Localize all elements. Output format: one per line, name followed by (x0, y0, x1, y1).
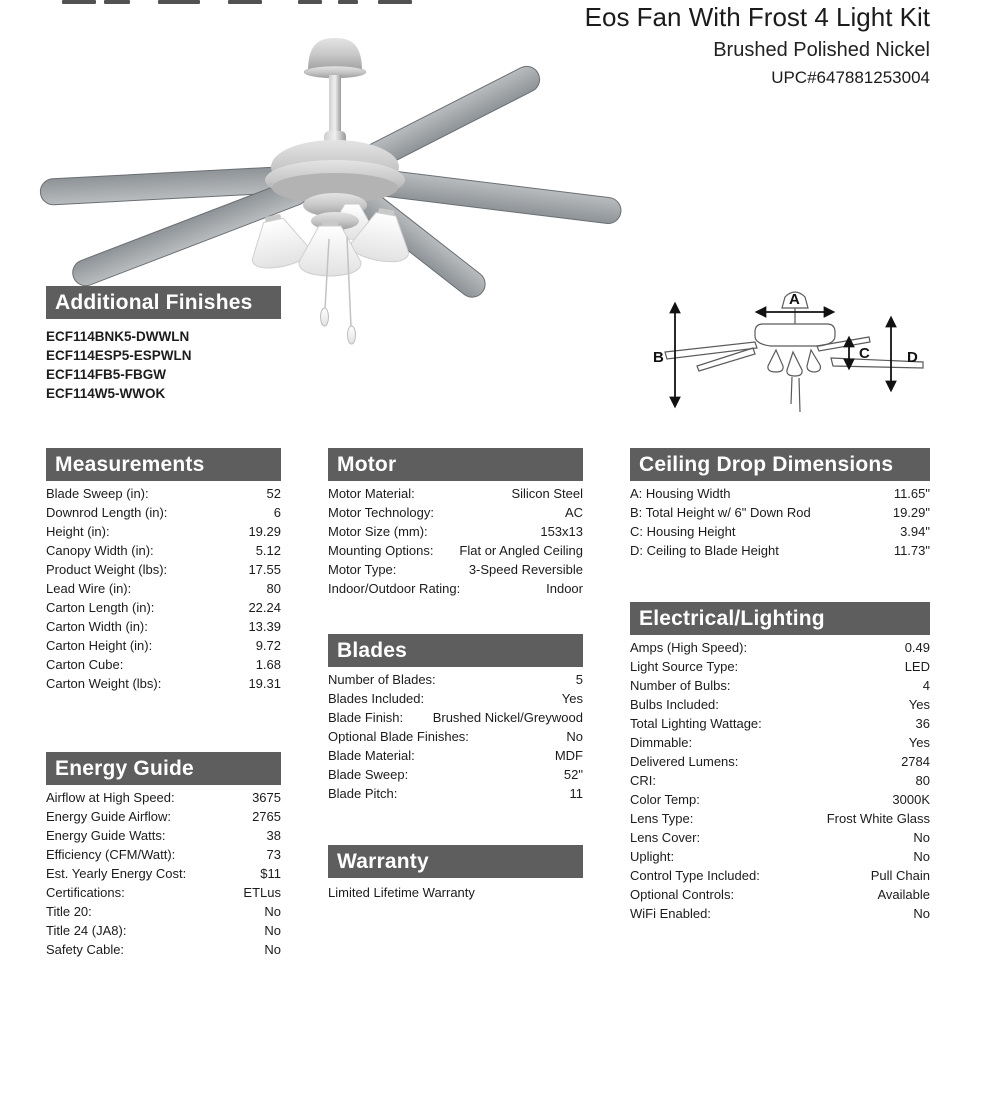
spec-label: Optional Controls: (630, 887, 735, 902)
spec-label: Color Temp: (630, 792, 700, 807)
spec-rows (46, 481, 281, 695)
spec-value: 3000K (892, 792, 930, 807)
spec-row (328, 505, 583, 524)
spec-label: Motor Technology: (328, 505, 434, 520)
spec-row (46, 866, 281, 885)
spec-value: 38 (266, 828, 281, 843)
spec-row (630, 697, 930, 716)
spec-row (630, 849, 930, 868)
spec-value: 17.55 (248, 562, 281, 577)
spec-value: 1.68 (255, 657, 281, 672)
spec-label: Dimmable: (630, 735, 693, 750)
spec-label: Lens Type: (630, 811, 694, 826)
spec-value: 2765 (252, 809, 281, 824)
spec-row (46, 581, 281, 600)
spec-value: 19.29 (248, 524, 281, 539)
section-heading: Ceiling Drop Dimensions (630, 448, 930, 481)
spec-label: Energy Guide Airflow: (46, 809, 172, 824)
finish-code: ECF114W5-WWOK (46, 386, 166, 401)
spec-label: Title 24 (JA8): (46, 923, 127, 938)
spec-label: Blade Sweep (in): (46, 486, 149, 501)
spec-label: Carton Length (in): (46, 600, 155, 615)
spec-row (46, 828, 281, 847)
spec-row (46, 638, 281, 657)
section-heading: Motor (328, 448, 583, 481)
product-upc: UPC#647881253004 (771, 68, 930, 87)
spec-label: Carton Cube: (46, 657, 124, 672)
diagram-label-a: A (789, 291, 800, 308)
spec-label: Carton Height (in): (46, 638, 153, 653)
spec-value: Yes (561, 691, 583, 706)
section-energy-guide (46, 752, 281, 961)
spec-value: Yes (908, 697, 930, 712)
pull-chain-finial (321, 308, 329, 326)
spec-row (328, 543, 583, 562)
warranty-note: Limited Lifetime Warranty (328, 885, 475, 900)
spec-value: No (913, 849, 930, 864)
spec-row (328, 691, 583, 710)
spec-row (328, 786, 583, 805)
spec-value: 3-Speed Reversible (468, 562, 583, 577)
spec-value: $11 (260, 866, 281, 881)
spec-label: Blades Included: (328, 691, 425, 706)
section-ceiling-drop-dimensions (630, 448, 930, 562)
spec-value: No (264, 923, 281, 938)
spec-label: Downrod Length (in): (46, 505, 168, 520)
spec-value: 22.24 (248, 600, 281, 615)
spec-value: 52 (266, 486, 281, 501)
spec-row (328, 710, 583, 729)
spec-row (630, 716, 930, 735)
section-motor (328, 448, 583, 600)
section-heading: Warranty (328, 845, 583, 878)
section-blades (328, 634, 583, 805)
spec-row (328, 524, 583, 543)
product-finish: Brushed Polished Nickel (713, 39, 930, 61)
spec-row (46, 923, 281, 942)
spec-value: 5.12 (255, 543, 281, 558)
spec-label: Airflow at High Speed: (46, 790, 175, 805)
pull-chain-finial (348, 326, 356, 344)
spec-row (630, 811, 930, 830)
spec-row (46, 847, 281, 866)
spec-row (630, 640, 930, 659)
section-electrical-lighting (630, 602, 930, 925)
spec-value: 11 (569, 786, 583, 801)
spec-label: Total Lighting Wattage: (630, 716, 762, 731)
spec-label: Height (in): (46, 524, 110, 539)
spec-rows (46, 785, 281, 961)
spec-label: CRI: (630, 773, 656, 788)
spec-value: Frost White Glass (826, 811, 930, 826)
finish-list (46, 319, 281, 403)
spec-row (630, 735, 930, 754)
spec-row (328, 672, 583, 691)
spec-value: No (566, 729, 583, 744)
spec-value: 52" (563, 767, 583, 782)
section-heading: Energy Guide (46, 752, 281, 785)
spec-row (46, 790, 281, 809)
spec-row (46, 657, 281, 676)
spec-label: Lead Wire (in): (46, 581, 132, 596)
section-measurements (46, 448, 281, 695)
spec-value: No (913, 906, 930, 921)
spec-value: 80 (266, 581, 281, 596)
spec-value: 2784 (901, 754, 930, 769)
spec-label: Est. Yearly Energy Cost: (46, 866, 187, 881)
spec-value: AC (564, 505, 583, 520)
spec-row (328, 562, 583, 581)
spec-value: Available (877, 887, 930, 902)
section-additional-finishes (46, 286, 281, 403)
spec-row (46, 904, 281, 923)
spec-label: Bulbs Included: (630, 697, 719, 712)
spec-row (630, 830, 930, 849)
spec-row (630, 524, 930, 543)
spec-row (46, 505, 281, 524)
spec-value: Indoor (546, 581, 583, 596)
section-heading: Measurements (46, 448, 281, 481)
spec-rows (630, 635, 930, 925)
spec-label: Title 20: (46, 904, 92, 919)
spec-row (46, 619, 281, 638)
finish-code: ECF114ESP5-ESPWLN (46, 348, 192, 363)
fan-downrod (329, 75, 341, 137)
spec-value: 0.49 (904, 640, 930, 655)
spec-value: 3.94" (900, 524, 930, 539)
spec-row (630, 868, 930, 887)
spec-row (46, 885, 281, 904)
cropped-top-text (0, 0, 600, 6)
spec-row (630, 754, 930, 773)
spec-value: No (264, 904, 281, 919)
spec-value: 80 (915, 773, 930, 788)
diagram-label-b: B (653, 349, 664, 366)
finish-code: ECF114FB5-FBGW (46, 367, 167, 382)
spec-label: Product Weight (lbs): (46, 562, 168, 577)
spec-label: Mounting Options: (328, 543, 434, 558)
spec-label: Indoor/Outdoor Rating: (328, 581, 461, 596)
spec-label: B: Total Height w/ 6" Down Rod (630, 505, 811, 520)
spec-row (46, 486, 281, 505)
spec-label: Control Type Included: (630, 868, 760, 883)
spec-value: Brushed Nickel/Greywood (432, 710, 583, 725)
spec-label: Blade Sweep: (328, 767, 409, 782)
spec-value: No (913, 830, 930, 845)
spec-label: Certifications: (46, 885, 125, 900)
spec-row (630, 678, 930, 697)
spec-label: A: Housing Width (630, 486, 731, 501)
spec-value: 11.65" (893, 486, 930, 501)
spec-value: 11.73" (893, 543, 930, 558)
spec-row (46, 676, 281, 695)
section-heading: Additional Finishes (46, 286, 281, 319)
spec-row (630, 543, 930, 562)
spec-value: 4 (922, 678, 930, 693)
spec-rows (328, 667, 583, 805)
spec-value: ETLus (243, 885, 281, 900)
spec-label: Energy Guide Watts: (46, 828, 166, 843)
spec-label: Carton Weight (lbs): (46, 676, 162, 691)
spec-rows (630, 481, 930, 562)
spec-row (328, 767, 583, 786)
spec-value: Pull Chain (870, 868, 930, 883)
spec-row (46, 942, 281, 961)
spec-label: Blade Finish: (328, 710, 404, 725)
section-heading: Electrical/Lighting (630, 602, 930, 635)
spec-label: Carton Width (in): (46, 619, 148, 634)
spec-label: Safety Cable: (46, 942, 125, 957)
product-title: Eos Fan With Frost 4 Light Kit (584, 2, 930, 32)
spec-value: 6 (273, 505, 281, 520)
dimension-diagram (635, 282, 945, 432)
spec-value: MDF (554, 748, 583, 763)
spec-value: 9.72 (255, 638, 281, 653)
spec-label: Delivered Lumens: (630, 754, 739, 769)
diagram-label-c: C (859, 345, 870, 362)
diagram-fan-drawing (665, 292, 923, 412)
spec-row (328, 748, 583, 767)
spec-label: Canopy Width (in): (46, 543, 154, 558)
spec-label: Motor Size (mm): (328, 524, 428, 539)
spec-value: 36 (915, 716, 930, 731)
spec-value: 19.29" (892, 505, 930, 520)
spec-label: Efficiency (CFM/Watt): (46, 847, 176, 862)
spec-label: Optional Blade Finishes: (328, 729, 469, 744)
spec-value: Flat or Angled Ceiling (459, 543, 583, 558)
spec-label: Motor Material: (328, 486, 415, 501)
spec-row (630, 659, 930, 678)
spec-row (328, 581, 583, 600)
spec-value: Silicon Steel (511, 486, 583, 501)
spec-row (630, 505, 930, 524)
spec-row (46, 543, 281, 562)
finish-code: ECF114BNK5-DWWLN (46, 329, 190, 344)
spec-row (630, 906, 930, 925)
spec-row (630, 887, 930, 906)
spec-row (630, 486, 930, 505)
spec-rows (328, 481, 583, 600)
spec-label: Motor Type: (328, 562, 397, 577)
spec-value: 13.39 (248, 619, 281, 634)
spec-label: D: Ceiling to Blade Height (630, 543, 779, 558)
spec-label: Number of Bulbs: (630, 678, 731, 693)
spec-row (46, 562, 281, 581)
spec-row (46, 600, 281, 619)
spec-row (630, 773, 930, 792)
spec-label: Uplight: (630, 849, 675, 864)
spec-label: Amps (High Speed): (630, 640, 748, 655)
spec-row (630, 792, 930, 811)
spec-row (46, 809, 281, 828)
spec-label: Lens Cover: (630, 830, 701, 845)
spec-value: LED (904, 659, 930, 674)
spec-value: 5 (575, 672, 583, 687)
section-heading: Blades (328, 634, 583, 667)
spec-label: Blade Material: (328, 748, 415, 763)
spec-label: Number of Blades: (328, 672, 436, 687)
spec-row (328, 729, 583, 748)
spec-value: 19.31 (248, 676, 281, 691)
spec-value: 153x13 (540, 524, 583, 539)
spec-value: 3675 (252, 790, 281, 805)
section-warranty (328, 845, 583, 900)
spec-value: 73 (266, 847, 281, 862)
spec-label: WiFi Enabled: (630, 906, 711, 921)
spec-label: Blade Pitch: (328, 786, 398, 801)
spec-label: Light Source Type: (630, 659, 739, 674)
spec-value: No (264, 942, 281, 957)
spec-label: C: Housing Height (630, 524, 736, 539)
diagram-label-d: D (907, 349, 918, 366)
spec-value: Yes (908, 735, 930, 750)
spec-row (328, 486, 583, 505)
spec-row (46, 524, 281, 543)
